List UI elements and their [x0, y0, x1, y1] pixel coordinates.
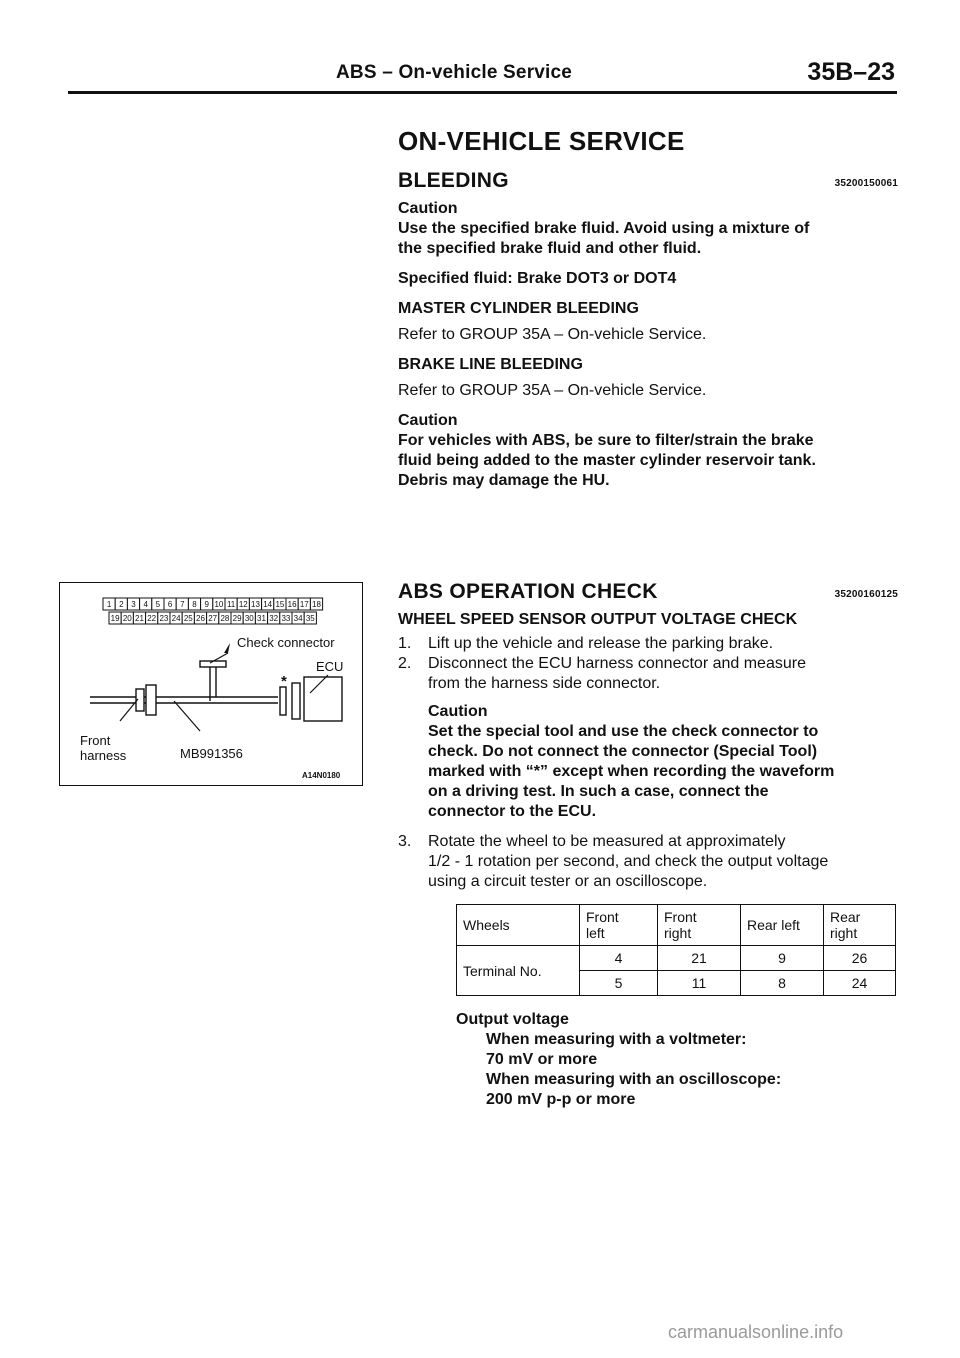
- caution-label: Caution: [398, 200, 458, 217]
- abs-check-section: [398, 580, 898, 1110]
- special-tool-label: MB991356: [180, 746, 243, 761]
- pin-number: 8: [192, 600, 197, 609]
- wheel-speed-sub-heading: WHEEL SPEED SENSOR OUTPUT VOLTAGE CHECK: [398, 611, 798, 628]
- caution-line: For vehicles with ABS, be sure to filter/strain the brake: [398, 432, 814, 449]
- pin-number: 20: [122, 614, 132, 623]
- table-cell: 26: [824, 946, 896, 971]
- table-header-row: [457, 905, 896, 946]
- pin-number: 18: [312, 600, 321, 609]
- caution-line: the specified brake fluid and other fluid.: [398, 240, 702, 257]
- caution-line: on a driving test. In such a case, connect the: [428, 783, 769, 800]
- pin-number: 3: [131, 600, 136, 609]
- pin-number: 28: [220, 614, 230, 623]
- watermark-text: carmanualsonline.info: [668, 1322, 844, 1342]
- caution-line: Debris may damage the HU.: [398, 472, 610, 489]
- ecu-label: ECU: [316, 659, 344, 674]
- pin-number: 11: [226, 600, 236, 609]
- pin-number: 29: [232, 614, 242, 623]
- abs-heading: [398, 580, 898, 604]
- pin-number: 26: [196, 614, 205, 623]
- caution-line: fluid being added to the master cylinder reservoir tank.: [398, 452, 816, 469]
- pin-number: 12: [238, 600, 248, 609]
- bleeding-code: 35200150061: [834, 178, 898, 189]
- output-voltage-values: [456, 1030, 898, 1110]
- pin-number: 4: [143, 600, 148, 609]
- pin-number: 16: [287, 600, 297, 609]
- pin-row-bottom: [109, 612, 316, 624]
- page-number: 35B–23: [807, 58, 895, 86]
- pin-number: 27: [208, 614, 218, 623]
- terminal-label: Terminal No.: [457, 946, 580, 996]
- pin-number: 30: [244, 614, 254, 623]
- pin-number: 10: [214, 600, 224, 609]
- pin-number: 2: [119, 600, 124, 609]
- header-front-left: Front left: [580, 905, 658, 946]
- figure-code: A14N0180: [302, 771, 341, 780]
- asterisk-mark: *: [281, 673, 287, 690]
- caution-line: connector to the ECU.: [428, 803, 597, 820]
- brake-line-text: Refer to GROUP 35A – On-vehicle Service.: [398, 382, 707, 399]
- header-divider: [68, 91, 897, 94]
- pin-number: 6: [167, 600, 173, 609]
- caution-line: check. Do not connect the connector (Special Tool): [428, 743, 818, 760]
- bleeding-heading: [398, 169, 898, 193]
- step-text: Rotate the wheel to be measured at approximately: [428, 833, 786, 850]
- pin-number: 15: [275, 600, 285, 609]
- pin-number: 19: [110, 614, 120, 623]
- caution-line: marked with “*” except when recording the waveform: [428, 763, 835, 780]
- abs-code: 35200160125: [834, 589, 898, 600]
- step-number: 1.: [398, 635, 412, 652]
- harness-label: harness: [80, 748, 127, 763]
- step-2: [398, 654, 898, 694]
- ecu-shape: [304, 677, 342, 721]
- pin-number: 23: [159, 614, 169, 623]
- pin-number: 14: [263, 600, 273, 609]
- pin-number: 13: [251, 600, 260, 609]
- table-row: [457, 946, 896, 971]
- step-number: 3.: [398, 833, 412, 850]
- table-cell: 24: [824, 971, 896, 996]
- output-line: 200 mV p-p or more: [486, 1091, 636, 1108]
- pin-number: 35: [305, 614, 315, 623]
- caution-line: Set the special tool and use the check connector to: [428, 723, 819, 740]
- abs-caution: [398, 702, 898, 822]
- step-text: Disconnect the ECU harness connector and measure: [428, 655, 806, 672]
- step-3: [398, 832, 898, 892]
- header-front-right: Front right: [658, 905, 741, 946]
- page-header-title: ABS – On-vehicle Service: [336, 62, 573, 83]
- brake-line-heading: BRAKE LINE BLEEDING: [398, 356, 583, 373]
- leader-line: [174, 701, 200, 731]
- table-cell: 8: [741, 971, 824, 996]
- pin-number: 24: [171, 614, 181, 623]
- ecu-connector-shape: [292, 683, 300, 719]
- abs-heading-text: ABS OPERATION CHECK: [398, 580, 658, 603]
- table-cell: 5: [580, 971, 658, 996]
- check-connector-figure: [59, 582, 363, 786]
- step-number: 2.: [398, 655, 412, 672]
- output-voltage-label: Output voltage: [456, 1011, 569, 1028]
- step-text: from the harness side connector.: [428, 675, 661, 692]
- pin-number: 1: [106, 600, 112, 609]
- bleeding-heading-text: BLEEDING: [398, 169, 509, 192]
- pin-number: 17: [299, 600, 309, 609]
- terminal-table: [456, 904, 896, 996]
- table-cell: 11: [658, 971, 741, 996]
- front-label: Front: [80, 733, 111, 748]
- step-text: Lift up the vehicle and release the parking brake.: [428, 635, 774, 652]
- table-cell: 9: [741, 946, 824, 971]
- output-line: When measuring with an oscilloscope:: [486, 1071, 782, 1088]
- connector-diagram: [60, 583, 362, 785]
- pin-number: 22: [147, 614, 157, 623]
- front-harness-connector-shape: [146, 685, 156, 715]
- pin-number: 32: [269, 614, 279, 623]
- caution-line: Use the specified brake fluid. Avoid using a mixture of: [398, 220, 810, 237]
- output-line: When measuring with a voltmeter:: [486, 1031, 747, 1048]
- pin-number: 31: [257, 614, 266, 623]
- header-wheels: Wheels: [457, 905, 580, 946]
- bleeding-section: [398, 126, 898, 491]
- pin-row-top: [103, 598, 323, 610]
- table-cell: 4: [580, 946, 658, 971]
- ecu-harness-connector-shape: [280, 687, 286, 715]
- master-cylinder-text: Refer to GROUP 35A – On-vehicle Service.: [398, 326, 707, 343]
- pin-number: 7: [180, 600, 185, 609]
- master-cylinder-heading: MASTER CYLINDER BLEEDING: [398, 300, 639, 317]
- pin-number: 21: [135, 614, 144, 623]
- step-text: using a circuit tester or an oscilloscope.: [428, 873, 708, 890]
- specified-fluid: Specified fluid: Brake DOT3 or DOT4: [398, 270, 677, 287]
- output-line: 70 mV or more: [486, 1051, 598, 1068]
- check-connector-label: Check connector: [237, 635, 335, 650]
- terminal-table-wrap: [398, 904, 898, 996]
- pin-number: 34: [293, 614, 303, 623]
- header-rear-right: Rear right: [824, 905, 896, 946]
- table-cell: 21: [658, 946, 741, 971]
- pin-number: 33: [281, 614, 291, 623]
- caution-label: Caution: [428, 703, 488, 720]
- caution-label: Caution: [398, 412, 458, 429]
- output-voltage-block: [398, 1010, 898, 1110]
- pin-number: 5: [155, 600, 161, 609]
- pin-number: 9: [204, 600, 209, 609]
- pin-number: 25: [183, 614, 193, 623]
- arrow-icon: [224, 643, 230, 653]
- section-title: ON-VEHICLE SERVICE: [398, 126, 685, 156]
- step-text: 1/2 - 1 rotation per second, and check the output voltage: [428, 853, 829, 870]
- header-rear-left: Rear left: [741, 905, 824, 946]
- step-1: [398, 634, 898, 654]
